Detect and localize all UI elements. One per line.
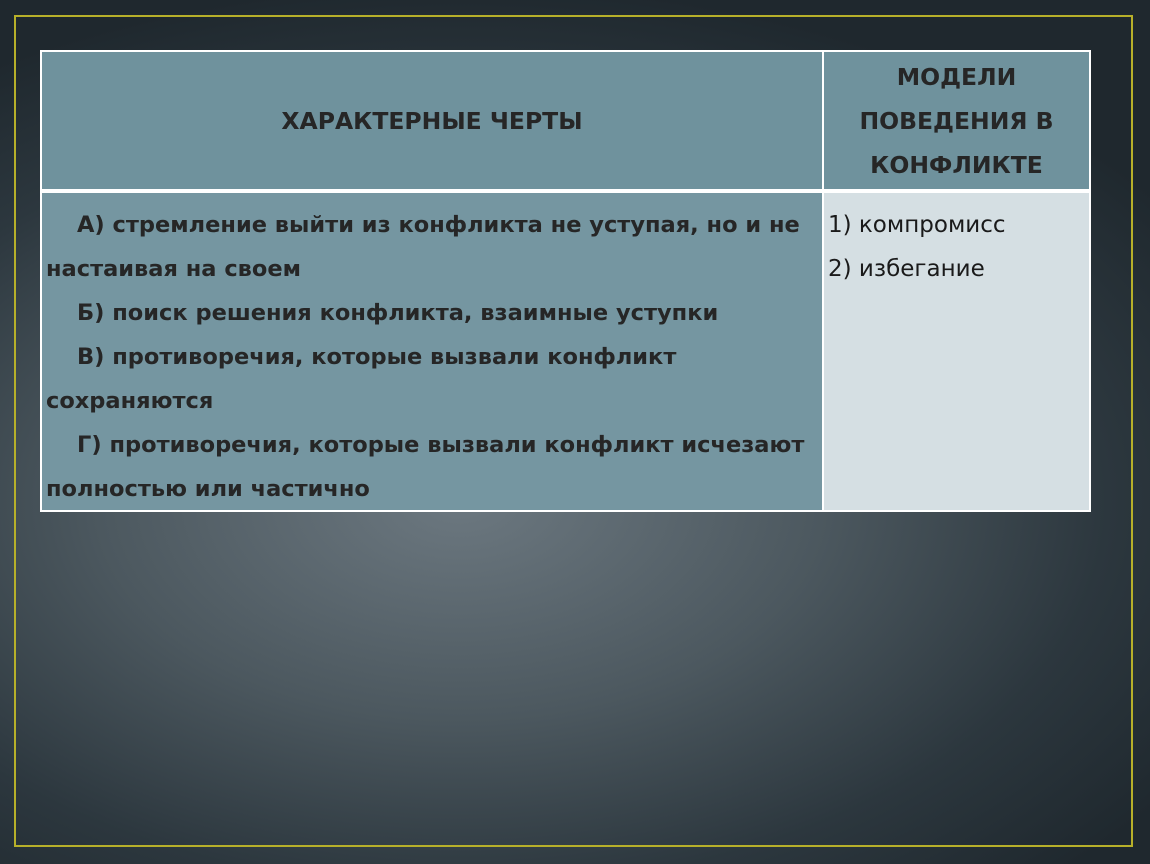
feature-item-a: А) стремление выйти из конфликта не уступая, но и не настаивая на своем [46, 212, 800, 282]
features-cell [42, 193, 824, 510]
header-behavior-models-label [859, 55, 1053, 187]
matching-table [40, 50, 1091, 512]
feature-item-g: Г) противоречия, которые вызвали конфликт исчезают полностью или частично [46, 432, 805, 502]
models-cell [824, 193, 1089, 510]
header-line: ПОВЕДЕНИЯ В [859, 106, 1054, 135]
header-behavior-models [824, 52, 1089, 193]
model-item-1: 1) компромисс [828, 212, 1006, 238]
header-characteristics-label: ХАРАКТЕРНЫЕ ЧЕРТЫ [281, 106, 583, 135]
model-item-2: 2) избегание [828, 256, 985, 282]
feature-item-v: В) противоречия, которые вызвали конфликт сохраняются [46, 344, 677, 414]
header-line: МОДЕЛИ [896, 62, 1017, 91]
header-line: КОНФЛИКТЕ [870, 150, 1043, 179]
feature-item-b: Б) поиск решения конфликта, взаимные уступки [77, 300, 719, 326]
header-characteristics [42, 52, 824, 193]
